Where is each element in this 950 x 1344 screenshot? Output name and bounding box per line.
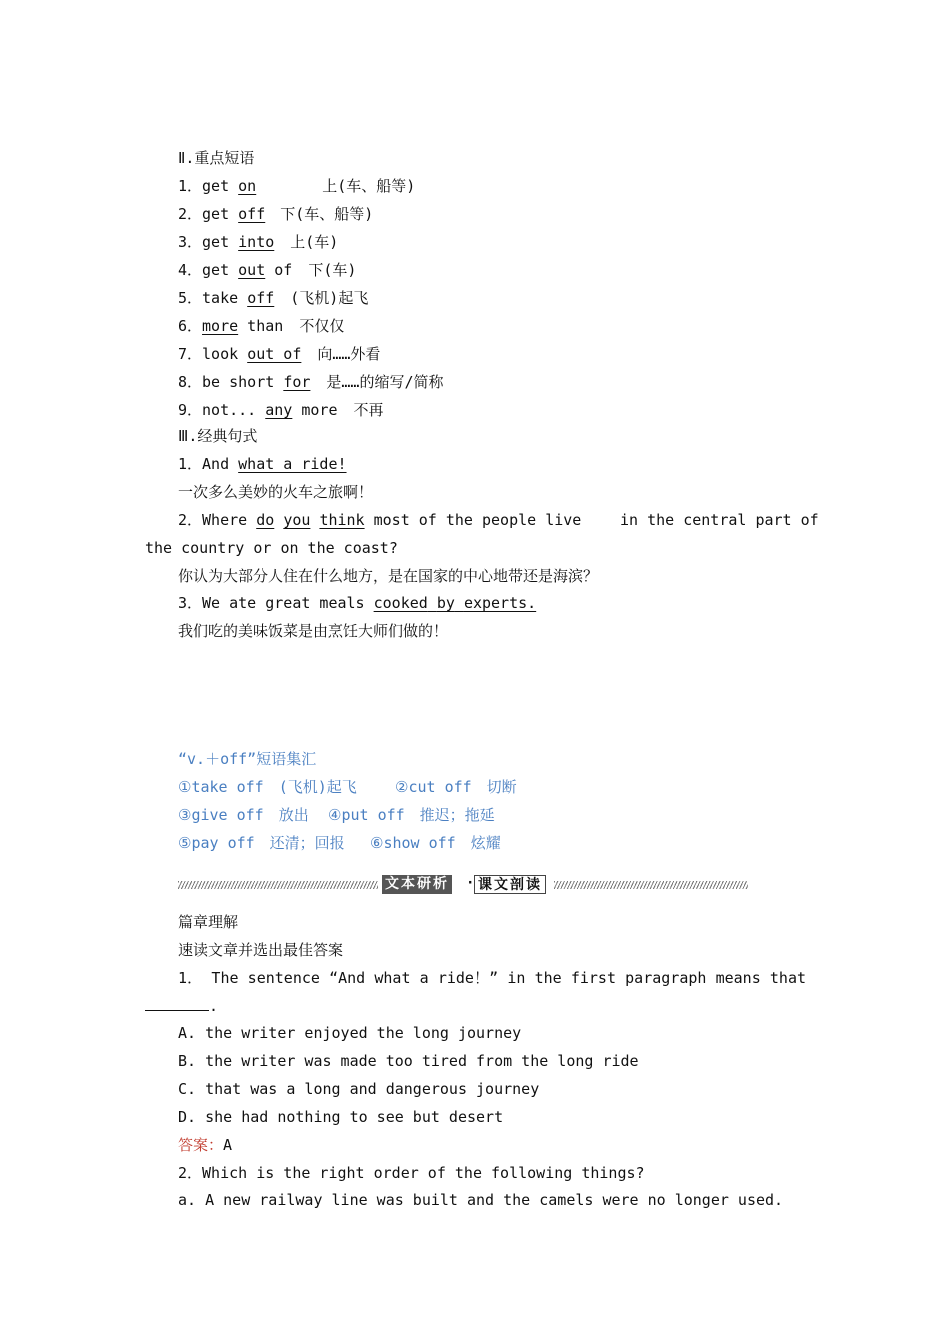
phrase-answer: any — [265, 401, 293, 419]
sentence-number: 2． — [178, 511, 203, 529]
sentence-1-translation: 一次多么美妙的火车之旅啊！ — [178, 483, 374, 501]
phrase-text: not... — [202, 401, 266, 419]
phrase-number: 5． — [178, 289, 203, 307]
phrase-item-6 — [178, 316, 344, 336]
reading-heading: 篇章理解 — [178, 913, 239, 931]
banner-hatch-right — [554, 881, 748, 889]
phrase-answer: for — [283, 373, 311, 391]
banner-label-right: 课文剖读 — [474, 875, 546, 894]
phrase-meaning: 不仅仅 — [299, 317, 345, 335]
sentence-3-translation: 我们吃的美味饭菜是由烹饪大师们做的！ — [178, 622, 449, 640]
phrase-number: 3． — [178, 233, 203, 251]
phrase-answer: out of — [247, 345, 302, 363]
phrase-item-2 — [178, 204, 373, 224]
phrase-item-5 — [178, 288, 368, 308]
sentence-2 — [178, 510, 581, 530]
phrase-answer: into — [238, 233, 275, 251]
sentence-answer: by — [436, 594, 455, 612]
phrase-item-1 — [178, 176, 415, 196]
tip-item-1: ①take off (飞机)起飞 — [178, 778, 357, 796]
phrase-meaning: 是……的缩写/简称 — [326, 373, 444, 391]
question-1-stem: 1． The sentence “And what a ride！” in the first paragraph means that — [178, 969, 806, 987]
sentence-answer: you — [283, 511, 311, 529]
question-1-answer — [178, 1135, 232, 1155]
phrase-item-9 — [178, 400, 384, 420]
phrase-text: of — [265, 261, 293, 279]
phrase-answer: on — [238, 177, 257, 195]
phrase-text: take — [202, 289, 248, 307]
phrase-number: 8． — [178, 373, 203, 391]
phrase-meaning: 上(车) — [290, 233, 339, 251]
question-1-option-a: A. the writer enjoyed the long journey — [178, 1024, 522, 1042]
sentence-number: 1． — [178, 455, 203, 473]
phrase-meaning: 不再 — [353, 401, 384, 419]
tip-item-3: ③give off 放出 — [178, 806, 309, 824]
phrase-number: 6． — [178, 317, 203, 335]
sentence-2-line-2: the country or on the coast? — [145, 539, 398, 557]
sentence-1 — [178, 454, 347, 474]
phrase-answer: off — [238, 205, 266, 223]
phrase-text: be short — [202, 373, 284, 391]
sentence-text: most of the people live — [364, 511, 582, 529]
tip-item-6: ⑥show off 炫耀 — [370, 834, 501, 852]
tip-item-5: ⑤pay off 还清；回报 — [178, 834, 345, 852]
phrase-number: 2． — [178, 205, 203, 223]
sentence-number: 3． — [178, 594, 203, 612]
sentence-2-continued: in the central part of — [620, 511, 819, 529]
banner-hatch-left — [178, 881, 378, 889]
question-1-tail: . — [209, 997, 219, 1015]
sentence-answer: what a ride! — [238, 455, 347, 473]
phrase-item-4 — [178, 260, 356, 280]
phrase-number: 1． — [178, 177, 203, 195]
phrase-text: more — [292, 401, 338, 419]
sentence-text: We ate great meals — [202, 594, 374, 612]
phrase-meaning: 下(车、船等) — [280, 205, 374, 223]
answer-blank — [145, 996, 209, 1011]
tip-title: “v.＋off”短语集汇 — [178, 750, 317, 768]
phrase-number: 4． — [178, 261, 203, 279]
phrase-text: get — [202, 261, 239, 279]
phrase-number: 7． — [178, 345, 203, 363]
sentence-text: Where — [202, 511, 257, 529]
question-1-option-c: C. that was a long and dangerous journey — [178, 1080, 540, 1098]
phrase-text: get — [202, 233, 239, 251]
phrase-answer: out — [238, 261, 266, 279]
sentence-answer: experts. — [463, 594, 537, 612]
phrase-text: get — [202, 177, 239, 195]
phrase-meaning: 向……外看 — [317, 345, 381, 363]
tip-item-4: ④put off 推迟；拖延 — [328, 806, 495, 824]
phrase-item-3 — [178, 232, 338, 252]
phrase-meaning: 下(车) — [308, 261, 357, 279]
sentence-3 — [178, 593, 536, 613]
phrase-answer: more — [202, 317, 239, 335]
sentence-text: And — [202, 455, 239, 473]
sentence-answer: do — [256, 511, 275, 529]
question-2-stem: 2．Which is the right order of the following things? — [178, 1164, 645, 1182]
phrase-text: look — [202, 345, 248, 363]
banner-dot: · — [466, 875, 475, 891]
sentence-answer: think — [319, 511, 365, 529]
question-1-option-d: D. she had nothing to see but desert — [178, 1108, 504, 1126]
phrase-item-8 — [178, 372, 444, 392]
question-1-option-b: B. the writer was made too tired from the long ride — [178, 1052, 639, 1070]
phrase-meaning: (飞机)起飞 — [290, 289, 369, 307]
question-2-item-a: a. A new railway line was built and the camels were no longer used. — [178, 1191, 784, 1209]
reading-instruction: 速读文章并选出最佳答案 — [178, 941, 344, 959]
phrase-number: 9． — [178, 401, 203, 419]
phrases-heading: Ⅱ.重点短语 — [178, 149, 255, 167]
answer-value: A — [223, 1136, 233, 1154]
phrase-text: get — [202, 205, 239, 223]
banner-label-left: 文本研析 — [382, 875, 452, 894]
tip-item-2: ②cut off 切断 — [395, 778, 517, 796]
phrase-text: than — [238, 317, 284, 335]
phrase-answer: off — [247, 289, 275, 307]
sentences-heading: Ⅲ.经典句式 — [178, 427, 258, 445]
section-banner — [178, 874, 748, 896]
question-1-blank — [145, 996, 218, 1016]
phrase-item-7 — [178, 344, 380, 364]
answer-label: 答案： — [178, 1136, 224, 1154]
sentence-2-translation: 你认为大部分人住在什么地方，是在国家的中心地带还是海滨？ — [178, 567, 599, 585]
sentence-answer: cooked — [373, 594, 428, 612]
phrase-meaning: 上(车、船等) — [322, 177, 416, 195]
